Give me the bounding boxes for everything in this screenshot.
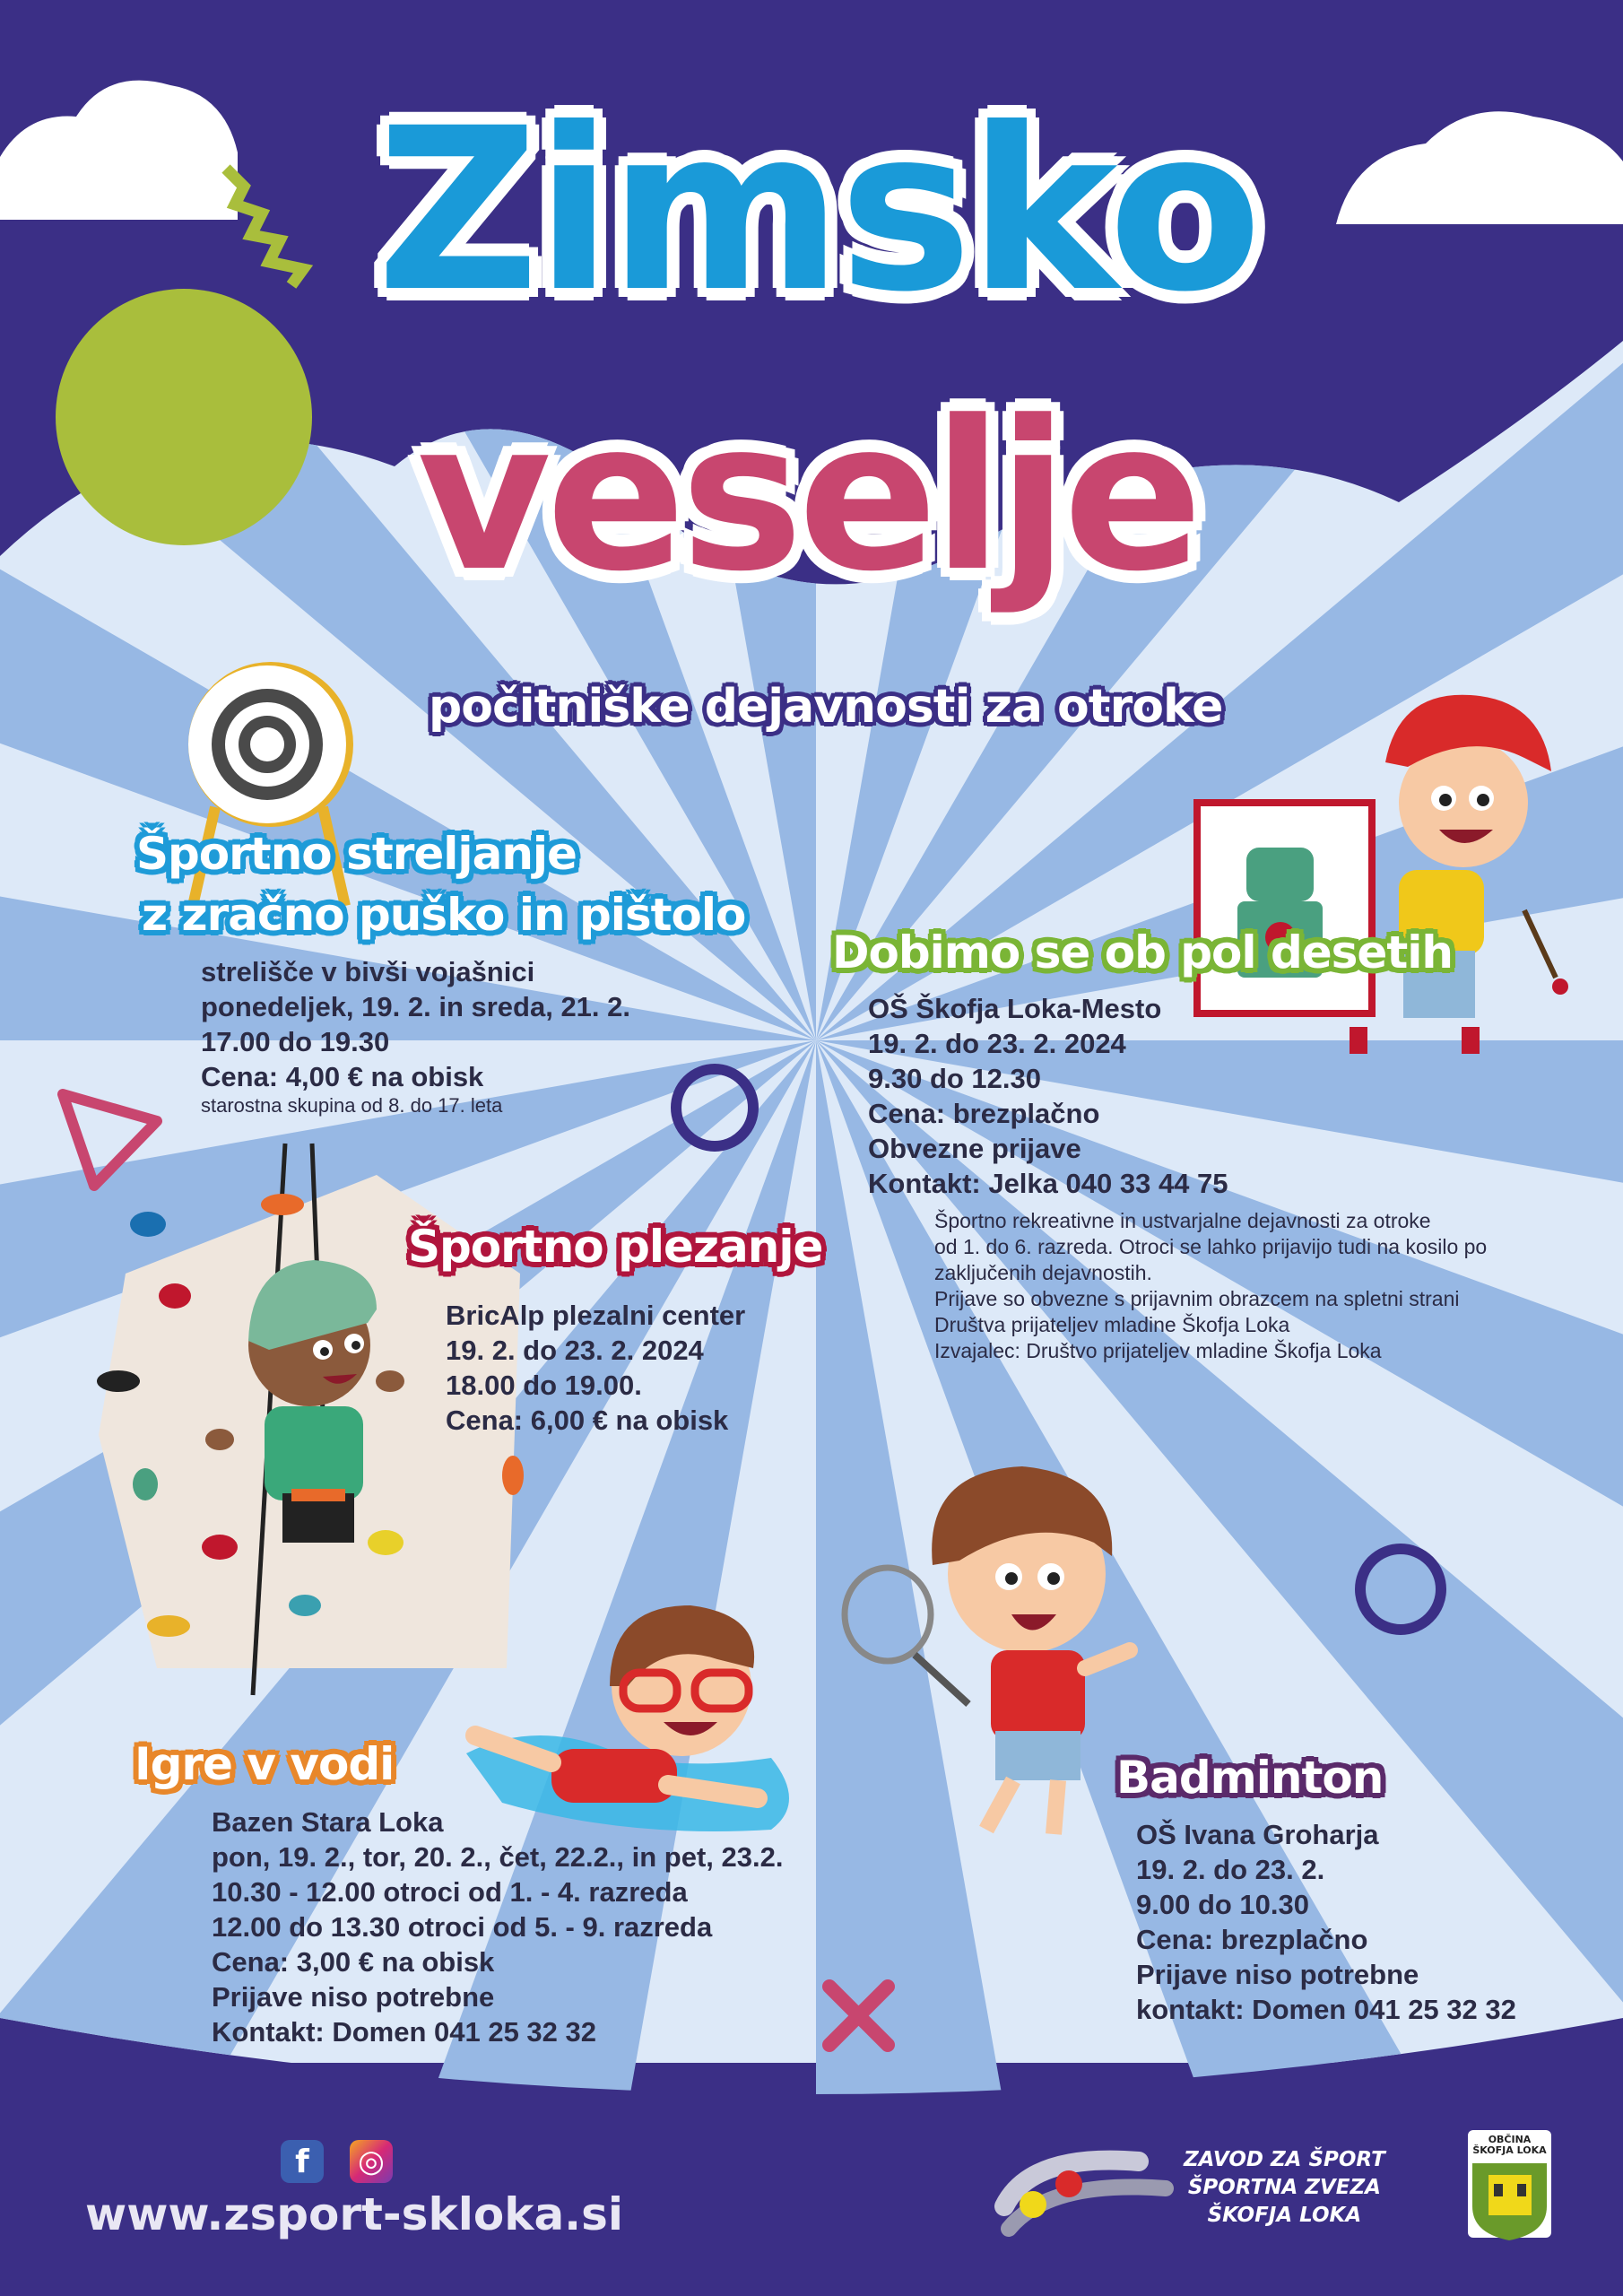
shooting-details <box>201 954 630 1094</box>
website-link[interactable]: www.zsport-skloka.si <box>85 2188 624 2240</box>
municipality-line: ŠKOFJA LOKA <box>1472 2144 1547 2156</box>
water-line: pon, 19. 2., tor, 20. 2., čet, 22.2., in pet, 23.2. <box>212 1841 784 1873</box>
meetup-line: 9.30 do 12.30 <box>868 1063 1042 1094</box>
shooting-line: ponedeljek, 19. 2. in sreda, 21. 2. <box>201 991 631 1022</box>
shooting-note: starostna skupina od 8. do 17. leta <box>201 1094 503 1117</box>
facebook-icon[interactable]: f <box>281 2140 324 2183</box>
meetup-note: zaključenih dejavnostih. <box>934 1261 1152 1284</box>
organization-name <box>1184 2146 1385 2230</box>
water-line: 12.00 do 13.30 otroci od 5. - 9. razreda <box>212 1911 713 1943</box>
subtitle: počitniške dejavnosti za otroke <box>429 680 1223 734</box>
meetup-line: 19. 2. do 23. 2. 2024 <box>868 1028 1126 1059</box>
water-heading: Igre v vodi <box>135 1738 395 1790</box>
org-line: ŠPORTNA ZVEZA <box>1187 2176 1381 2199</box>
meetup-line: OŠ Škofja Loka-Mesto <box>868 993 1162 1024</box>
meetup-details <box>868 991 1228 1201</box>
meetup-note: od 1. do 6. razreda. Otroci se lahko prijavijo tudi na kosilo po <box>934 1235 1488 1258</box>
shooting-line: strelišče v bivši vojašnici <box>201 956 535 987</box>
shooting-line: Cena: 4,00 € na obisk <box>201 1061 484 1092</box>
climbing-line: BricAlp plezalni center <box>446 1300 746 1331</box>
water-line: Kontakt: Domen 041 25 32 32 <box>212 2016 597 2048</box>
badminton-line: Prijave niso potrebne <box>1136 1959 1419 1990</box>
instagram-icon[interactable]: ◎ <box>350 2140 393 2183</box>
climbing-line: 18.00 do 19.00. <box>446 1370 642 1401</box>
shooting-heading-line-1: Športno streljanje <box>136 828 577 880</box>
lime-circle <box>56 289 312 545</box>
meetup-line: Kontakt: Jelka 040 33 44 75 <box>868 1168 1228 1199</box>
meetup-note: Športno rekreativne in ustvarjalne dejavnosti za otroke <box>934 1209 1431 1232</box>
title-line-2: veselje <box>417 378 1198 617</box>
climbing-line: 19. 2. do 23. 2. 2024 <box>446 1335 704 1366</box>
badminton-line: kontakt: Domen 041 25 32 32 <box>1136 1994 1516 2025</box>
water-details <box>212 1805 783 2049</box>
meetup-note: Prijave so obvezne s prijavnim obrazcem na spletni strani <box>934 1287 1460 1310</box>
meetup-note: Društva prijateljev mladine Škofja Loka <box>934 1313 1290 1336</box>
municipality-line: OBČINA <box>1488 2134 1532 2145</box>
title-line-1: Zimsko <box>377 80 1259 341</box>
badminton-heading: Badminton <box>1116 1752 1384 1804</box>
meetup-note: Izvajalec: Društvo prijateljev mladine Škofja Loka <box>934 1339 1382 1362</box>
water-line: 10.30 - 12.00 otroci od 1. - 4. razreda <box>212 1876 688 1908</box>
shooting-line: 17.00 do 19.30 <box>201 1026 390 1057</box>
org-line: ZAVOD ZA ŠPORT <box>1184 2148 1385 2171</box>
climbing-heading: Športno plezanje <box>408 1221 823 1273</box>
meetup-notes <box>934 1208 1487 1364</box>
org-line: ŠKOFJA LOKA <box>1207 2204 1362 2227</box>
meetup-line: Obvezne prijave <box>868 1133 1081 1164</box>
climbing-line: Cena: 6,00 € na obisk <box>446 1405 729 1436</box>
shooting-heading-line-2: z zračno puško in pištolo <box>142 889 746 941</box>
meetup-heading: Dobimo se ob pol desetih <box>832 926 1453 978</box>
water-line: Bazen Stara Loka <box>212 1806 444 1838</box>
badminton-line: 9.00 do 10.30 <box>1136 1889 1310 1920</box>
water-line: Cena: 3,00 € na obisk <box>212 1946 495 1978</box>
meetup-line: Cena: brezplačno <box>868 1098 1100 1129</box>
water-line: Prijave niso potrebne <box>212 1981 495 2013</box>
climbing-details <box>446 1298 745 1438</box>
municipality-label <box>1468 2135 1551 2156</box>
badminton-details <box>1136 1817 1516 2027</box>
badminton-line: 19. 2. do 23. 2. <box>1136 1854 1325 1885</box>
badminton-line: OŠ Ivana Groharja <box>1136 1819 1379 1850</box>
badminton-line: Cena: brezplačno <box>1136 1924 1368 1955</box>
